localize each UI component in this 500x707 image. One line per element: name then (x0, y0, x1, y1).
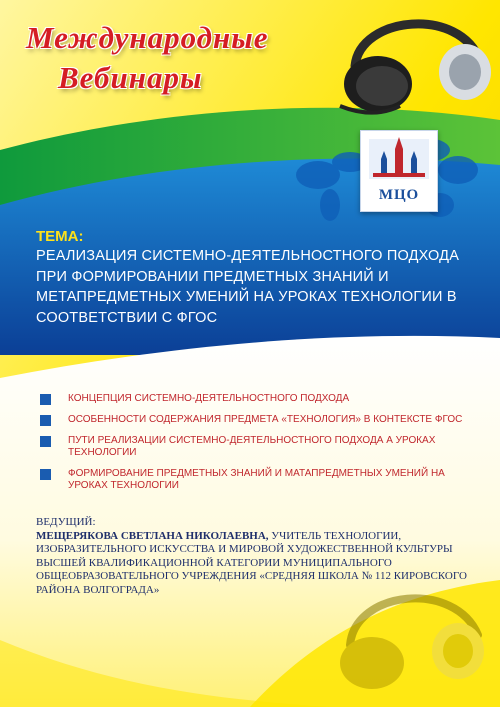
kremlin-emblem-icon (361, 131, 437, 183)
topic-text: ОСОБЕННОСТИ СОДЕРЖАНИЯ ПРЕДМЕТА «ТЕХНОЛОГИЯ» В КОНТЕКСТЕ ФГОС (68, 414, 463, 425)
presenter-name: МЕЩЕРЯКОВА СВЕТЛАНА НИКОЛАЕВНА, (36, 529, 269, 542)
list-item (38, 435, 478, 459)
headline-line-1: Международные (26, 20, 269, 55)
list-item (38, 393, 478, 405)
topic-text: ФОРМИРОВАНИЕ ПРЕДМЕТНЫХ ЗНАНИЙ И МАТАПРЕДМЕТНЫХ УМЕНИЙ НА УРОКАХ ТЕХНОЛОГИИ (68, 468, 445, 491)
list-item (38, 414, 478, 426)
square-bullet-icon (40, 415, 51, 426)
square-bullet-icon (40, 436, 51, 447)
mco-logo (360, 130, 438, 212)
theme-label: ТЕМА: (36, 228, 84, 245)
topic-text: КОНЦЕПЦИЯ СИСТЕМНО-ДЕЯТЕЛЬНОСТНОГО ПОДХОДА (68, 393, 350, 404)
topic-list (38, 393, 478, 501)
topic-text: ПУТИ РЕАЛИЗАЦИИ СИСТЕМНО-ДЕЯТЕЛЬНОСТНОГО ПОДХОДА А УРОКАХ ТЕХНОЛОГИИ (68, 435, 436, 458)
theme-text: РЕАЛИЗАЦИЯ СИСТЕМНО-ДЕЯТЕЛЬНОСТНОГО ПОДХОДА ПРИ ФОРМИРОВАНИИ ПРЕДМЕТНЫХ ЗНАНИЙ И МЕТАПРЕДМЕТНЫХ УМЕНИЙ НА УРОКАХ ТЕХНОЛОГИИ В СООТВЕТСТВИИ С ФГОС (36, 248, 460, 326)
list-item (38, 468, 478, 492)
presenter-label: ВЕДУЩИЙ: (36, 516, 96, 528)
headline-line-2: Вебинары (58, 60, 203, 95)
presenter-details: УЧИТЕЛЬ ТЕХНОЛОГИИ, ИЗОБРАЗИТЕЛЬНОГО ИСКУССТВА И МИРОВОЙ ХУДОЖЕСТВЕННОЙ КУЛЬТУРЫ ВЫСШЕЙ КВАЛИФИКАЦИОННОЙ КАТЕГОРИИ МУНИЦИПАЛЬНОГО ОБЩЕОБРАЗОВАТЕЛЬНОГО УЧРЕЖДЕНИЯ «СРЕДНЯЯ ШКОЛА № 112 КИРОВСКОГО РАЙОНА ВОЛГОГРАДА» (36, 529, 467, 596)
headline (26, 18, 326, 98)
logo-text: МЦО (378, 187, 420, 203)
square-bullet-icon (40, 394, 51, 405)
presenter-block (36, 516, 476, 597)
square-bullet-icon (40, 469, 51, 480)
